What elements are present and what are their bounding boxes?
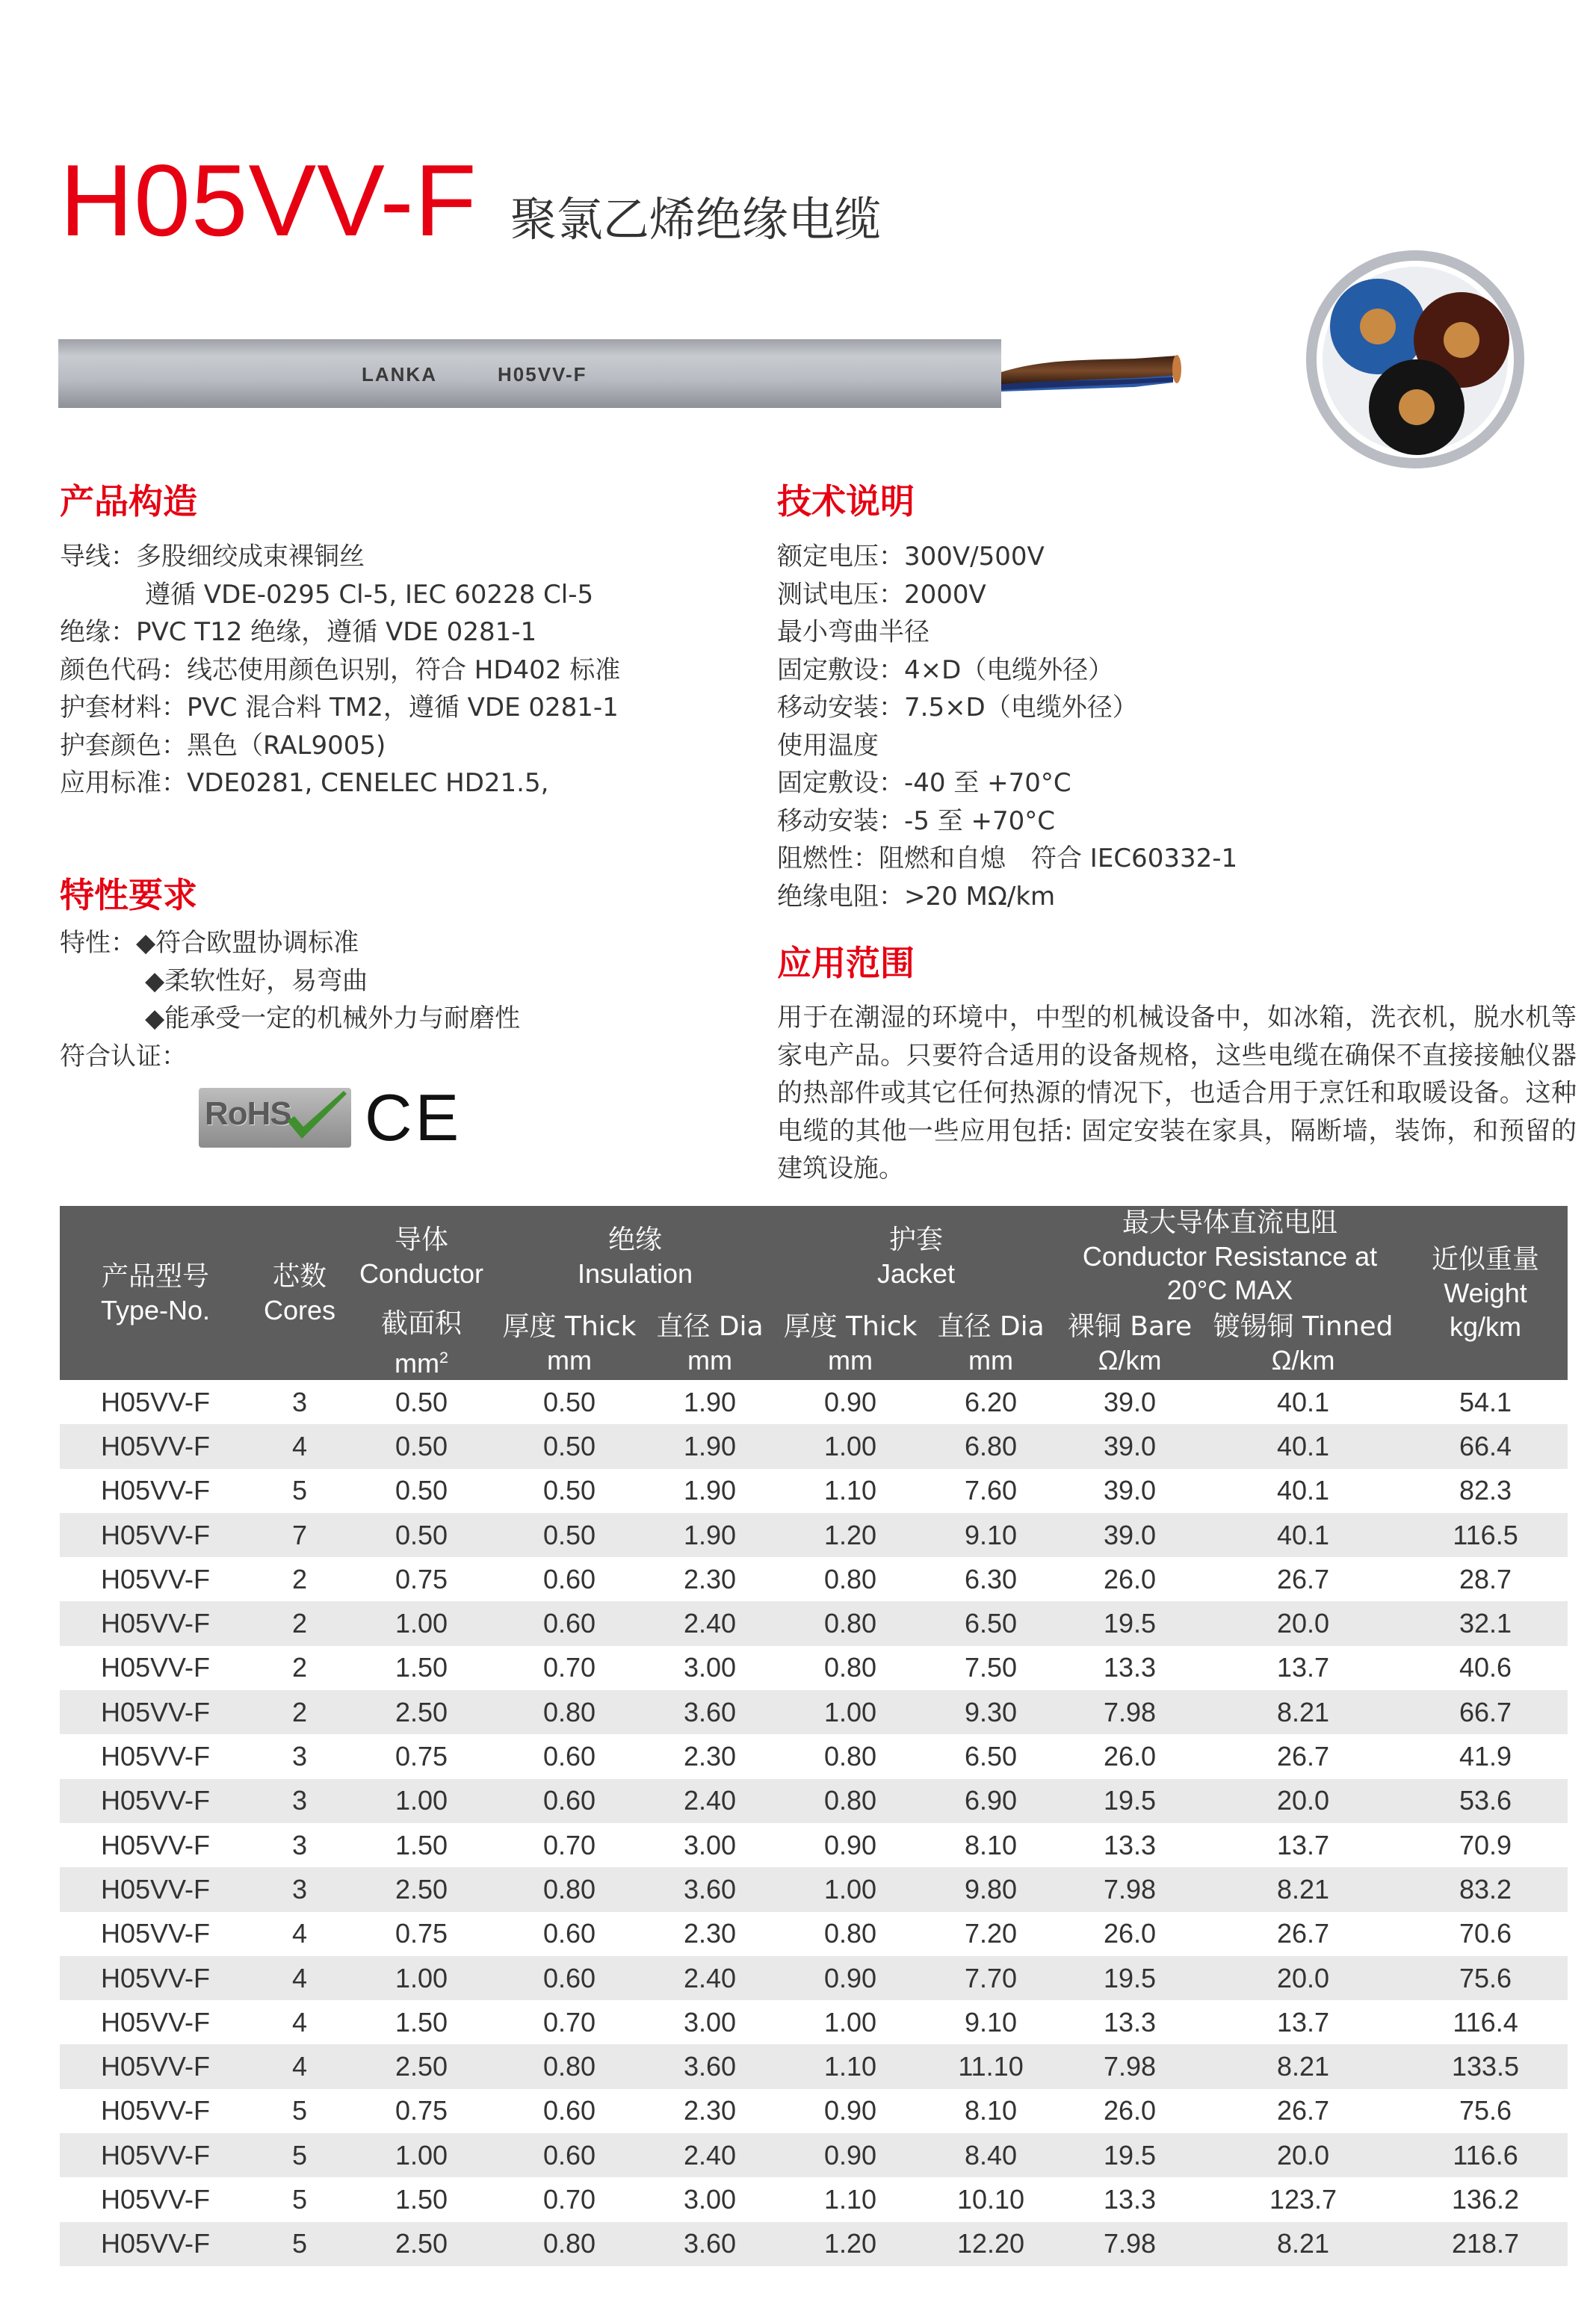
table-cell: 0.60	[495, 1956, 644, 2000]
ce-mark-logo: CE	[365, 1080, 463, 1154]
table-cell: 0.70	[495, 1646, 644, 1690]
table-row	[60, 2222, 1568, 2266]
table-cell: 54.1	[1403, 1380, 1568, 1424]
table-cell: 4	[251, 1956, 348, 2000]
technical-line: 最小弯曲半径	[777, 617, 930, 647]
subheader-tinned-copper: 镀锡铜 Tinned Ω/km	[1203, 1307, 1403, 1380]
table-cell: 1.10	[776, 1469, 925, 1513]
table-cell: 3	[251, 1734, 348, 1778]
table-cell: H05VV-F	[60, 1779, 251, 1823]
technical-line: 固定敷设：4×D（电缆外径）	[777, 655, 1114, 685]
specification-table	[60, 1206, 1568, 2266]
table-cell: 13.7	[1203, 1646, 1403, 1690]
construction-line: 护套材料：PVC 混合料 TM2，遵循 VDE 0281-1	[60, 693, 619, 723]
table-cell: 7.98	[1057, 2044, 1203, 2088]
table-cell: H05VV-F	[60, 2177, 251, 2221]
table-row	[60, 1690, 1568, 1734]
subheader-insulation-dia: 直径 Dia mm	[644, 1307, 776, 1380]
table-cell: 12.20	[925, 2222, 1057, 2266]
table-cell: 0.50	[348, 1380, 495, 1424]
table-cell: 19.5	[1057, 1779, 1203, 1823]
table-cell: 6.90	[925, 1779, 1057, 1823]
table-cell: 0.50	[495, 1469, 644, 1513]
table-cell: 0.70	[495, 2000, 644, 2044]
table-cell: 2	[251, 1690, 348, 1734]
table-cell: 0.80	[776, 1779, 925, 1823]
table-cell: 218.7	[1403, 2222, 1568, 2266]
properties-list	[60, 924, 520, 1075]
table-cell: 8.10	[925, 1823, 1057, 1867]
table-cell: 7.60	[925, 1469, 1057, 1513]
table-cell: 4	[251, 2000, 348, 2044]
table-cell: H05VV-F	[60, 2222, 251, 2266]
table-cell: 0.80	[495, 1867, 644, 1911]
table-cell: 39.0	[1057, 1513, 1203, 1557]
table-cell: 2.50	[348, 2222, 495, 2266]
table-cell: H05VV-F	[60, 1601, 251, 1645]
table-cell: 0.90	[776, 1823, 925, 1867]
table-cell: H05VV-F	[60, 1956, 251, 2000]
application-section-title: 应用范围	[777, 943, 915, 983]
table-cell: 1.90	[644, 1380, 776, 1424]
table-cell: 39.0	[1057, 1469, 1203, 1513]
table-cell: 0.60	[495, 2133, 644, 2177]
table-cell: 7.70	[925, 1956, 1057, 2000]
table-cell: 0.80	[776, 1734, 925, 1778]
table-cell: 40.1	[1203, 1513, 1403, 1557]
table-cell: 13.3	[1057, 1823, 1203, 1867]
table-cell: 3.60	[644, 1690, 776, 1734]
table-cell: H05VV-F	[60, 1646, 251, 1690]
table-cell: 19.5	[1057, 2133, 1203, 2177]
table-row	[60, 1912, 1568, 1956]
table-cell: 2.50	[348, 1867, 495, 1911]
table-cell: 7.98	[1057, 1867, 1203, 1911]
table-row	[60, 1380, 1568, 1424]
table-cell: 3.00	[644, 1823, 776, 1867]
table-cell: 0.60	[495, 2089, 644, 2133]
technical-line: 移动安装：7.5×D（电缆外径）	[777, 693, 1138, 723]
table-cell: 0.80	[776, 1646, 925, 1690]
table-cell: 4	[251, 2044, 348, 2088]
table-cell: 6.30	[925, 1557, 1057, 1601]
cable-print-brand: LANKA	[362, 363, 437, 386]
construction-list	[60, 538, 620, 802]
table-cell: 26.0	[1057, 1557, 1203, 1601]
subheader-bare-copper: 裸铜 Bare Ω/km	[1057, 1307, 1203, 1380]
table-row	[60, 1469, 1568, 1513]
header-cores: 芯数 Cores	[251, 1206, 348, 1380]
construction-section-title: 产品构造	[60, 481, 197, 522]
header-type: 产品型号 Type-No.	[60, 1206, 251, 1380]
table-cell: 0.75	[348, 1912, 495, 1956]
table-cell: H05VV-F	[60, 1513, 251, 1557]
table-cell: 3.00	[644, 1646, 776, 1690]
table-cell: 26.0	[1057, 1734, 1203, 1778]
table-cell: 20.0	[1203, 1779, 1403, 1823]
property-line: 特性：◆符合欧盟协调标准	[60, 928, 359, 958]
page-title	[60, 143, 881, 257]
table-cell: 75.6	[1403, 2089, 1568, 2133]
header-conductor: 导体 Conductor	[348, 1206, 495, 1307]
table-cell: H05VV-F	[60, 1557, 251, 1601]
subheader-jacket-thick: 厚度 Thick mm	[776, 1307, 925, 1380]
table-cell: 1.00	[348, 1601, 495, 1645]
table-cell: 2.50	[348, 1690, 495, 1734]
table-cell: 32.1	[1403, 1601, 1568, 1645]
table-cell: 2.30	[644, 1557, 776, 1601]
technical-line: 固定敷设：-40 至 +70°C	[777, 768, 1071, 798]
table-cell: 1.90	[644, 1424, 776, 1468]
table-cell: H05VV-F	[60, 1380, 251, 1424]
table-cell: 4	[251, 1424, 348, 1468]
table-cell: 0.60	[495, 1734, 644, 1778]
table-cell: 26.7	[1203, 1912, 1403, 1956]
table-cell: 3.60	[644, 2044, 776, 2088]
table-row	[60, 1779, 1568, 1823]
table-row	[60, 2089, 1568, 2133]
product-subtitle: 聚氯乙烯绝缘电缆	[510, 192, 881, 247]
table-cell: 26.0	[1057, 2089, 1203, 2133]
table-cell: 8.21	[1203, 1867, 1403, 1911]
table-row	[60, 1867, 1568, 1911]
table-cell: 40.6	[1403, 1646, 1568, 1690]
table-cell: 6.50	[925, 1734, 1057, 1778]
table-cell: 66.4	[1403, 1424, 1568, 1468]
table-cell: 8.21	[1203, 1690, 1403, 1734]
table-cell: 0.90	[776, 1380, 925, 1424]
table-cell: 13.3	[1057, 1646, 1203, 1690]
table-cell: 5	[251, 2133, 348, 2177]
table-cell: 0.50	[348, 1513, 495, 1557]
construction-line: 护套颜色：黑色（RAL9005)	[60, 730, 386, 761]
table-cell: 0.90	[776, 2133, 925, 2177]
table-cell: 13.7	[1203, 2000, 1403, 2044]
table-cell: 0.80	[495, 2044, 644, 2088]
table-cell: 1.00	[348, 1779, 495, 1823]
table-cell: 53.6	[1403, 1779, 1568, 1823]
table-row	[60, 1424, 1568, 1468]
table-cell: 20.0	[1203, 2133, 1403, 2177]
table-cell: 1.10	[776, 2177, 925, 2221]
table-cell: 26.0	[1057, 1912, 1203, 1956]
table-cell: 136.2	[1403, 2177, 1568, 2221]
table-cell: 10.10	[925, 2177, 1057, 2221]
table-cell: 39.0	[1057, 1424, 1203, 1468]
table-cell: 0.75	[348, 1557, 495, 1601]
table-cell: 1.90	[644, 1513, 776, 1557]
construction-line: 遵循 VDE-0295 Cl-5, IEC 60228 Cl-5	[145, 579, 594, 610]
table-cell: 0.80	[495, 2222, 644, 2266]
certification-logos	[199, 1080, 463, 1154]
table-cell: 0.80	[776, 1601, 925, 1645]
table-cell: 13.3	[1057, 2177, 1203, 2221]
table-cell: 123.7	[1203, 2177, 1403, 2221]
header-jacket: 护套 Jacket	[776, 1206, 1057, 1307]
table-cell: 75.6	[1403, 1956, 1568, 2000]
table-cell: 26.7	[1203, 2089, 1403, 2133]
rohs-logo-text: RoHS	[205, 1095, 291, 1132]
table-cell: 0.80	[776, 1912, 925, 1956]
table-cell: 5	[251, 2089, 348, 2133]
checkmark-icon	[282, 1088, 351, 1148]
table-row	[60, 2000, 1568, 2044]
table-cell: 8.21	[1203, 2044, 1403, 2088]
table-cell: 0.60	[495, 1557, 644, 1601]
table-cell: 8.40	[925, 2133, 1057, 2177]
construction-line: 应用标准：VDE0281, CENELEC HD21.5,	[60, 768, 549, 798]
table-cell: 0.75	[348, 1734, 495, 1778]
table-cell: 3	[251, 1779, 348, 1823]
table-cell: 6.20	[925, 1380, 1057, 1424]
table-cell: 0.60	[495, 1601, 644, 1645]
technical-line: 额定电压：300V/500V	[777, 542, 1045, 572]
technical-section-title: 技术说明	[777, 481, 915, 522]
table-cell: 1.00	[776, 1867, 925, 1911]
table-cell: H05VV-F	[60, 1912, 251, 1956]
table-cell: 2.30	[644, 2089, 776, 2133]
table-cell: 9.80	[925, 1867, 1057, 1911]
table-cell: 3	[251, 1380, 348, 1424]
table-cell: 0.90	[776, 1956, 925, 2000]
table-cell: 3.60	[644, 1867, 776, 1911]
table-cell: 7	[251, 1513, 348, 1557]
table-row	[60, 1956, 1568, 2000]
table-cell: H05VV-F	[60, 2133, 251, 2177]
table-cell: 7.98	[1057, 1690, 1203, 1734]
table-cell: 19.5	[1057, 1601, 1203, 1645]
table-cell: 3.00	[644, 2000, 776, 2044]
property-line: ◆能承受一定的机械外力与耐磨性	[145, 1003, 521, 1033]
table-cell: 1.50	[348, 1823, 495, 1867]
table-cell: 83.2	[1403, 1867, 1568, 1911]
table-cell: H05VV-F	[60, 1734, 251, 1778]
table-cell: 0.90	[776, 2089, 925, 2133]
table-cell: 7.98	[1057, 2222, 1203, 2266]
table-cell: 8.21	[1203, 2222, 1403, 2266]
table-cell: 1.50	[348, 1646, 495, 1690]
table-cell: 6.50	[925, 1601, 1057, 1645]
table-cell: 40.1	[1203, 1469, 1403, 1513]
table-cell: 0.50	[495, 1424, 644, 1468]
table-cell: 6.80	[925, 1424, 1057, 1468]
table-cell: 0.75	[348, 2089, 495, 2133]
table-cell: 1.10	[776, 2044, 925, 2088]
table-cell: 3	[251, 1823, 348, 1867]
table-cell: H05VV-F	[60, 2000, 251, 2044]
table-cell: 1.00	[776, 1690, 925, 1734]
table-cell: H05VV-F	[60, 2089, 251, 2133]
table-cell: 116.4	[1403, 2000, 1568, 2044]
table-cell: 1.00	[776, 2000, 925, 2044]
subheader-jacket-dia: 直径 Dia mm	[925, 1307, 1057, 1380]
rohs-logo	[199, 1088, 351, 1148]
table-cell: 0.50	[495, 1513, 644, 1557]
table-cell: 2	[251, 1646, 348, 1690]
cable-cross-section-illustration	[1291, 235, 1539, 483]
table-cell: 82.3	[1403, 1469, 1568, 1513]
table-cell: 2.50	[348, 2044, 495, 2088]
table-body	[60, 1380, 1568, 2266]
technical-line: 移动安装：-5 至 +70°C	[777, 805, 1056, 836]
table-cell: 66.7	[1403, 1690, 1568, 1734]
table-cell: 26.7	[1203, 1557, 1403, 1601]
technical-line: 绝缘电阻：>20 MΩ/km	[777, 881, 1056, 912]
table-cell: 1.20	[776, 1513, 925, 1557]
certification-label: 符合认证：	[60, 1041, 187, 1071]
subheader-cross-section: 截面积 $mm^2$	[348, 1307, 495, 1380]
technical-line: 测试电压：2000V	[777, 579, 986, 610]
table-cell: 5	[251, 2222, 348, 2266]
table-cell: 20.0	[1203, 1956, 1403, 2000]
table-cell: 2	[251, 1557, 348, 1601]
table-cell: H05VV-F	[60, 1424, 251, 1468]
table-cell: 0.70	[495, 1823, 644, 1867]
table-cell: 20.0	[1203, 1601, 1403, 1645]
table-cell: 1.50	[348, 2000, 495, 2044]
table-cell: 2	[251, 1601, 348, 1645]
table-cell: 13.7	[1203, 1823, 1403, 1867]
construction-line: 颜色代码：线芯使用颜色识别，符合 HD402 标准	[60, 655, 621, 685]
table-row	[60, 2177, 1568, 2221]
table-cell: 7.20	[925, 1912, 1057, 1956]
table-row	[60, 1601, 1568, 1645]
cable-print-model: H05VV-F	[498, 363, 587, 386]
table-cell: 8.10	[925, 2089, 1057, 2133]
subheader-insulation-thick: 厚度 Thick mm	[495, 1307, 644, 1380]
table-cell: 1.20	[776, 2222, 925, 2266]
table-cell: 40.1	[1203, 1380, 1403, 1424]
table-cell: H05VV-F	[60, 1690, 251, 1734]
table-cell: H05VV-F	[60, 2044, 251, 2088]
table-cell: 19.5	[1057, 1956, 1203, 2000]
table-cell: 28.7	[1403, 1557, 1568, 1601]
table-cell: 0.70	[495, 2177, 644, 2221]
table-cell: 9.10	[925, 1513, 1057, 1557]
table-cell: 2.30	[644, 1734, 776, 1778]
table-cell: 0.80	[495, 1690, 644, 1734]
table-cell: H05VV-F	[60, 1469, 251, 1513]
table-cell: 1.00	[348, 2133, 495, 2177]
construction-line: 导线：多股细绞成束裸铜丝	[60, 542, 365, 572]
table-cell: 133.5	[1403, 2044, 1568, 2088]
table-cell: 2.40	[644, 1601, 776, 1645]
construction-line: 绝缘：PVC T12 绝缘，遵循 VDE 0281-1	[60, 617, 537, 647]
table-cell: 0.50	[495, 1380, 644, 1424]
technical-line: 使用温度	[777, 730, 879, 761]
table-cell: 2.40	[644, 1956, 776, 2000]
table-cell: 116.6	[1403, 2133, 1568, 2177]
table-row	[60, 1557, 1568, 1601]
table-cell: 2.30	[644, 1912, 776, 1956]
table-cell: 7.50	[925, 1646, 1057, 1690]
table-row	[60, 1646, 1568, 1690]
table-header-row	[60, 1206, 1568, 1307]
property-line: ◆柔软性好，易弯曲	[145, 965, 368, 996]
table-cell: 1.90	[644, 1469, 776, 1513]
table-cell: 9.10	[925, 2000, 1057, 2044]
table-cell: 70.6	[1403, 1912, 1568, 1956]
table-cell: 39.0	[1057, 1380, 1203, 1424]
table-cell: 0.50	[348, 1469, 495, 1513]
technical-line: 阻燃性：阻燃和自熄 符合 IEC60332-1	[777, 844, 1238, 873]
header-weight: 近似重量 Weight kg/km	[1403, 1206, 1568, 1380]
table-cell: 4	[251, 1912, 348, 1956]
table-row	[60, 2044, 1568, 2088]
table-cell: 116.5	[1403, 1513, 1568, 1557]
table-cell: 40.1	[1203, 1424, 1403, 1468]
table-cell: 0.60	[495, 1912, 644, 1956]
table-cell: 0.60	[495, 1779, 644, 1823]
table-cell: 1.50	[348, 2177, 495, 2221]
table-cell: 11.10	[925, 2044, 1057, 2088]
table-cell: 5	[251, 2177, 348, 2221]
properties-section-title: 特性要求	[60, 875, 197, 915]
table-row	[60, 1823, 1568, 1867]
table-cell: 26.7	[1203, 1734, 1403, 1778]
table-cell: 0.50	[348, 1424, 495, 1468]
table-row	[60, 2133, 1568, 2177]
table-cell: 41.9	[1403, 1734, 1568, 1778]
table-cell: 0.80	[776, 1557, 925, 1601]
header-resistance: 最大导体直流电阻 Conductor Resistance at 20°C MAX	[1057, 1206, 1403, 1307]
table-cell: 13.3	[1057, 2000, 1203, 2044]
table-cell: 5	[251, 1469, 348, 1513]
product-model-title: H05VV-F	[60, 143, 477, 257]
table-cell: 1.00	[348, 1956, 495, 2000]
table-cell: H05VV-F	[60, 1867, 251, 1911]
table-cell: 70.9	[1403, 1823, 1568, 1867]
cable-side-view-illustration	[58, 336, 1194, 411]
table-cell: 3.00	[644, 2177, 776, 2221]
table-cell: 1.00	[776, 1424, 925, 1468]
header-insulation: 绝缘 Insulation	[495, 1206, 776, 1307]
table-cell: 3	[251, 1867, 348, 1911]
technical-list	[777, 538, 1237, 915]
table-cell: 2.40	[644, 1779, 776, 1823]
table-cell: H05VV-F	[60, 1823, 251, 1867]
table-row	[60, 1734, 1568, 1778]
table-cell: 2.40	[644, 2133, 776, 2177]
table-row	[60, 1513, 1568, 1557]
application-paragraph: 用于在潮湿的环境中，中型的机械设备中，如冰箱，洗衣机，脱水机等家电产品。只要符合适用的设备规格，这些电缆在确保不直接接触仪器的热部件或其它任何热源的情况下，也适合用于烹饪和取暖设备。这种电缆的其他一些应用包括: 固定安装在家具，隔断墙，装饰，和预留的建筑设施。	[777, 1003, 1577, 1184]
table-cell: 9.30	[925, 1690, 1057, 1734]
table-cell: 3.60	[644, 2222, 776, 2266]
